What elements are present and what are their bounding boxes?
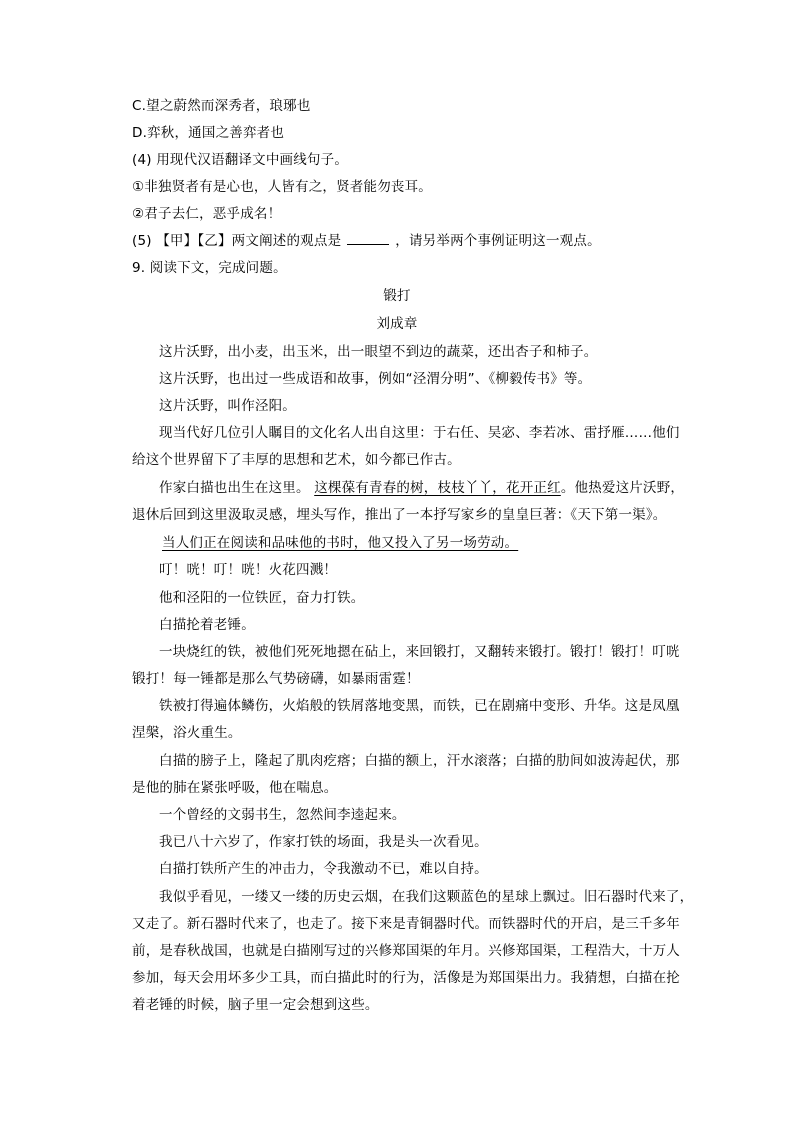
paragraph-11-line-1: 铁被打得遍体鳞伤，火焰般的铁屑落地变黑，而铁，已在剧痛中变形、升华。这是凤凰	[159, 698, 680, 714]
article-title: 锻打	[383, 288, 411, 304]
paragraph-7: 叮！咣！叮！咣！火花四溅！	[159, 562, 338, 578]
option-c: C.望之蔚然而深秀者，琅琊也	[132, 98, 311, 114]
underlined-sentence-reading: 当人们正在阅读和品味他的书时，他又投入了另一场劳动。	[162, 535, 519, 551]
paragraph-5-text: 作家白描也出生在这里。	[159, 480, 310, 496]
question-5	[132, 232, 601, 250]
paragraph-9: 白描抡着老锤。	[159, 617, 255, 633]
answer-blank	[347, 232, 389, 245]
paragraph-2: 这片沃野，也出过一些成语和故事，例如“泾渭分明”、《柳毅传书》等。	[159, 371, 592, 387]
paragraph-8: 他和泾阳的一位铁匠，奋力打铁。	[159, 590, 365, 606]
paragraph-12-line-1: 白描的膀子上，隆起了肌肉疙瘩；白描的额上，汗水滚落；白描的肋间如波涛起伏，那	[159, 753, 680, 769]
paragraph-5-line-1	[159, 479, 684, 497]
underlined-sentence-tree: 这棵葆有青春的树，枝枝丫丫，花开正红	[314, 480, 561, 496]
question-4-item-1: ①非独贤者有是心也，人皆有之，贤者能勿丧耳。	[132, 179, 433, 195]
paragraph-16-line-2: 又走了。新石器时代来了，也走了。接下来是青铜器时代。而铁器时代的开启，是三千多年	[132, 916, 680, 932]
paragraph-4-line-2: 给这个世界留下了丰厚的思想和艺术，如今都已作古。	[132, 452, 461, 468]
paragraph-1: 这片沃野，出小麦，出玉米，出一眼望不到边的蔬菜，还出杏子和柿子。	[159, 344, 598, 360]
article-author: 刘成章	[376, 316, 418, 332]
question-9: 9. 阅读下文，完成问题。	[132, 260, 287, 276]
paragraph-4-line-1: 现当代好几位引人瞩目的文化名人出自这里：于右任、吴宓、李若冰、雷抒雁……他们	[159, 425, 680, 441]
paragraph-3: 这片沃野，叫作泾阳。	[159, 398, 296, 414]
paragraph-16-line-1: 我似乎看见，一缕又一缕的历史云烟，在我们这颗蓝色的星球上飘过。旧石器时代来了，	[159, 889, 694, 905]
option-d: D.弈秋，通国之善弈者也	[132, 125, 285, 141]
paragraph-13: 一个曾经的文弱书生，忽然间李逵起来。	[159, 807, 406, 823]
paragraph-16-line-4: 参加，每天会用坏多少工具，而白描此时的行为，活像是为郑国渠出力。我猜想，白描在抡	[132, 970, 680, 986]
paragraph-12-line-2: 是他的肺在紧张呼吸，他在喘息。	[132, 780, 338, 796]
paragraph-10-line-1: 一块烧红的铁，被他们死死地摁在砧上，来回锻打，又翻转来锻打。锻打！锻打！叮咣	[159, 644, 680, 660]
question-4-item-2: ②君子去仁，恶乎成名！	[132, 206, 282, 222]
question-4-prompt: (4) 用现代汉语翻译文中画线句子。	[132, 152, 349, 168]
paragraph-5-line-2: 退休后回到这里汲取灵感，埋头写作，推出了一本抒写家乡的皇皇巨著：《天下第一渠》。	[132, 507, 667, 523]
paragraph-5-text-cont: 。他热爱这片沃野，	[560, 480, 685, 496]
question-5-text-before: (5) 【甲】【乙】两文阐述的观点是	[132, 233, 342, 249]
paragraph-16-line-3: 前，是春秋战国，也就是白描刚写过的兴修郑国渠的年月。兴修郑国渠，工程浩大，十万人	[132, 943, 680, 959]
paragraph-14: 我已八十六岁了，作家打铁的场面，我是头一次看见。	[159, 834, 488, 850]
paragraph-16-line-5: 着老锤的时候，脑子里一定会想到这些。	[132, 997, 379, 1013]
question-5-text-after: ，请另举两个事例证明这一观点。	[395, 233, 601, 249]
paragraph-15: 白描打铁所产生的冲击力，令我激动不已，难以自持。	[159, 861, 488, 877]
paragraph-10-line-2: 锻打！每一锤都是那么气势磅礴，如暴雨雷霆！	[132, 671, 420, 687]
paragraph-11-line-2: 涅槃，浴火重生。	[132, 725, 242, 741]
